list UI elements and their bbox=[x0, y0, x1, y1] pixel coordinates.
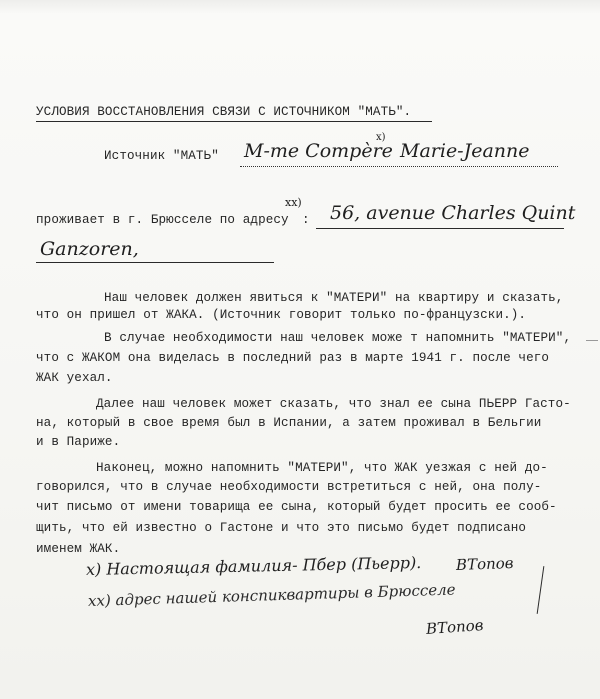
address-line1-rule bbox=[316, 228, 564, 229]
title-underline bbox=[36, 121, 432, 122]
paragraph-line: В случае необходимости наш человек може т напомнить "МАТЕРИ", bbox=[104, 331, 572, 345]
signature-handwritten: ВТопов bbox=[455, 553, 514, 574]
bracket-mark bbox=[537, 566, 545, 614]
paragraph-line: на, который в свое время был в Испании, а затем проживал в Бельгии bbox=[36, 416, 542, 430]
source-name-dotted-line bbox=[240, 166, 558, 167]
margin-mark bbox=[586, 340, 598, 341]
paragraph-line: что он пришел от ЖАКА. (Источник говорит только по-французски.). bbox=[36, 308, 527, 322]
footnote-safehouse-address-handwritten: xx) адрес нашей конспиквартиры в Брюсселе bbox=[87, 580, 456, 610]
page-top-shadow bbox=[0, 0, 600, 14]
address-line2-rule bbox=[36, 262, 274, 263]
footnote-real-surname-handwritten: x) Настоящая фамилия- Пбер (Пьерр). bbox=[85, 552, 422, 579]
address-label: проживает в г. Брюсселе по адресу bbox=[36, 213, 289, 227]
paragraph-line: именем ЖАК. bbox=[36, 542, 121, 556]
address-line1-handwritten: 56, avenue Charles Quint bbox=[330, 202, 576, 224]
paragraph-line: Наконец, можно напомнить "МАТЕРИ", что ЖАК уезжая с ней до- bbox=[96, 461, 548, 475]
address-footnote-mark: xx) bbox=[285, 196, 302, 209]
source-label: Источник "МАТЬ" bbox=[104, 149, 219, 163]
paragraph-line: ЖАК уехал. bbox=[36, 371, 113, 385]
paragraph-line: щить, что ей известно о Гастоне и что это письмо будет подписано bbox=[36, 521, 527, 535]
address-line2-handwritten: Ganzoren, bbox=[40, 238, 139, 260]
signature-handwritten: ВТопов bbox=[425, 616, 484, 638]
source-given-name-handwritten: Marie-Jeanne bbox=[400, 140, 530, 162]
paragraph-line: Наш человек должен явиться к "МАТЕРИ" на квартиру и сказать, bbox=[104, 291, 564, 305]
document-title: УСЛОВИЯ ВОССТАНОВЛЕНИЯ СВЯЗИ С ИСТОЧНИКОМ "МАТЬ". bbox=[36, 105, 412, 119]
source-name-footnote-mark: x) bbox=[376, 132, 386, 143]
paragraph-line: что с ЖАКОМ она виделась в последний раз в марте 1941 г. после чего bbox=[36, 351, 550, 365]
paragraph-line: чит письмо от имени товарища ее сына, который будет просить ее сооб- bbox=[36, 500, 557, 514]
paragraph-line: говорился, что в случае необходимости встретиться с ней, она полу- bbox=[36, 480, 542, 494]
paragraph-line: Далее наш человек может сказать, что знал ее сына ПЬЕРР Гасто- bbox=[96, 397, 571, 411]
address-colon: : bbox=[302, 213, 310, 227]
source-name-handwritten: M-me Compère bbox=[244, 140, 393, 162]
paragraph-line: и в Париже. bbox=[36, 435, 121, 449]
